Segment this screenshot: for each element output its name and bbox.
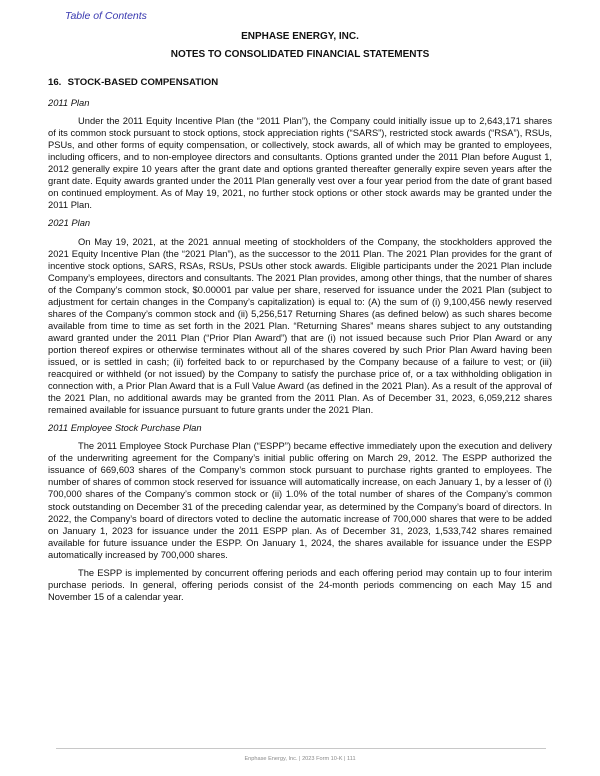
footer-divider <box>56 748 546 749</box>
company-name: ENPHASE ENERGY, INC. <box>241 31 359 42</box>
subsection-espp <box>48 422 552 603</box>
paragraph: The ESPP is implemented by concurrent offering periods and each offering period may contain up to four interim purchase periods. In general, offering periods consist of the 24-month periods commencing on each May 15 and November 15 of a calendar year. <box>48 567 552 602</box>
document-body <box>48 77 552 609</box>
paragraph: Under the 2011 Equity Incentive Plan (the “2011 Plan”), the Company could initially issue up to 2,643,171 shares of its common stock pursuant to stock options, stock appreciation rights (“SARS”), restricted stock awards (“RSA”), RSUs, PSUs, and other forms of equity compensation, or collectively, stock awards, all of which may be granted to employees, including officers, and to non-employee directors and consultants. Options granted under the 2011 Plan before August 1, 2012 generally expire 10 years after the grant date and options granted thereafter generally expire seven years after the grant date. Equity awards granted under the 2011 Plan generally vest over a four year period from the date of grant based on continued employment. As of May 19, 2021, no further stock options or other stock awards may be granted under the 2011 Plan. <box>48 116 552 211</box>
section-heading <box>48 77 552 89</box>
page-title: NOTES TO CONSOLIDATED FINANCIAL STATEMENTS <box>170 49 430 60</box>
subsection-heading: 2021 Plan <box>48 218 91 229</box>
page-footer: Enphase Energy, Inc. | 2023 Form 10-K | 111 <box>244 756 356 762</box>
subsection-2011-plan <box>48 97 552 211</box>
table-of-contents-link[interactable]: Table of Contents <box>65 10 147 22</box>
section-title: STOCK-BASED COMPENSATION <box>67 77 219 88</box>
section-number: 16. <box>48 77 62 88</box>
subsection-heading: 2011 Plan <box>48 98 90 109</box>
subsection-2021-plan <box>48 217 552 416</box>
subsection-heading: 2011 Employee Stock Purchase Plan <box>48 423 202 434</box>
paragraph: The 2011 Employee Stock Purchase Plan (“ESPP”) became effective immediately upon the execution and delivery of the underwriting agreement for the Company’s initial public offering on March 29, 2012. The ESPP authorized the issuance of 669,603 shares of the Company’s common stock pursuant to purchase rights granted to employees. The number of shares of common stock reserved for issuance will automatically increase, on each January 1, by a lesser of (i) 700,000 shares of the Company’s common stock or (ii) 1.0% of the total number of shares of the Company’s common stock outstanding on December 31 of the preceding calendar year, as determined by the Company’s board of directors. In 2022, the Company’s board of directors voted to decline the automatic increase of 700,000 shares that were to be added on January 1, 2023 for issuance under the 2011 ESPP plan. As of December 31, 2023, 1,533,742 shares remained available for future issuance under the ESPP. On January 1, 2024, the shares available for issuance under the ESPP automatically increased by 700,000 shares. <box>48 441 552 560</box>
paragraph: On May 19, 2021, at the 2021 annual meeting of stockholders of the Company, the stockholders approved the 2021 Equity Incentive Plan (the “2021 Plan”), as the successor to the 2011 Plan. The 2021 Plan provides for the grant of incentive stock options, SARS, RSAs, RSUs, PSUs other stock awards. Eligible participants under the 2021 Plan include Company’s employees, directors and consultants. The 2021 Plan provides, among other things, that the number of shares of the Company’s common stock, $0.00001 par value per share, reserved for issuance under the 2021 Plan (subject to adjustment for certain changes in the Company’s capitalization) is equal to: (A) the sum of (i) 9,100,456 newly reserved shares of the Company’s common stock and (ii) 5,256,517 Returning Shares (as defined below) as such shares become available from time to time as set forth in the 2021 Plan. “Returning Shares” means shares subject to any outstanding award granted under the 2011 Plan (“Prior Plan Award”) that are (i) not issued because such Prior Plan Award or any portion thereof expires or otherwise terminates without all of the shares covered by such Prior Plan Award having been issued, or is settled in cash; (ii) forfeited back to or repurchased by the Company because of a failure to vest; or (iii) reacquired or withheld (or not issued) by the Company to satisfy the purchase price of, or a tax withholding obligation in connection with, a Prior Plan Award that is a Full Value Award (as defined in the 2021 Plan). As a result of the approval of the 2021 Plan, no additional awards may be granted from the 2011 Plan. As of December 31, 2023, 6,059,212 shares remained available for issuance pursuant to future grants under the 2021 Plan. <box>48 236 552 416</box>
